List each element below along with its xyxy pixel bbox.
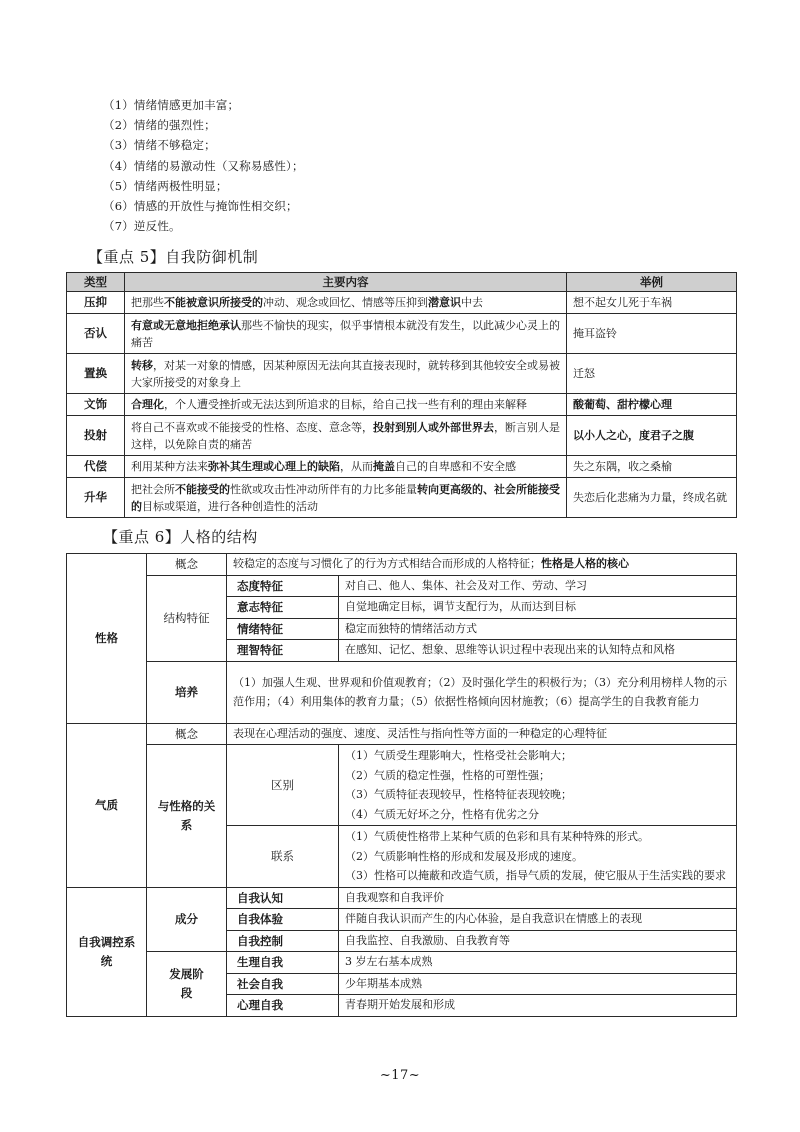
relation-label: 与性格的关系	[147, 745, 227, 888]
list-item: （1）情绪情感更加丰富；	[103, 98, 240, 112]
feature-desc: 在感知、记忆、想象、思维等认识过程中表现出来的认知特点和风格	[339, 640, 737, 662]
temperament-concept: 表现在心理活动的强度、速度、灵活性与指向性等方面的一种稳定的心理特征	[227, 723, 737, 745]
stage-name: 社会自我	[227, 973, 339, 995]
feature-name: 态度特征	[227, 575, 339, 597]
stage-desc: 3 岁左右基本成熟	[339, 952, 737, 974]
table-row	[67, 416, 737, 456]
concept-label: 概念	[147, 723, 227, 745]
row-example: 失之东隅，收之桑榆	[567, 456, 737, 478]
row-content: 将自己不喜欢或不能接受的性格、态度、意念等，投射到别人或外部世界去，断言别人是这样，以免除自责的痛苦	[125, 416, 567, 456]
list-item: （5）情绪两极性明显；	[103, 178, 228, 193]
list-item: （2）气质的稳定性强，性格的可塑性强；	[345, 768, 550, 782]
row-content: 合理化，个人遭受挫折或无法达到所追求的目标，给自己找一些有利的理由来解释	[125, 394, 567, 416]
difference-label: 区别	[227, 745, 339, 826]
cultivate-label: 培养	[147, 661, 227, 723]
row-type: 置换	[67, 354, 125, 394]
table-row	[67, 292, 737, 314]
page-number: ~17~	[379, 1068, 421, 1083]
row-content: 利用某种方法来弥补其生理或心理上的缺陷，从而掩盖自己的自卑感和不安全感	[125, 456, 567, 478]
row-content: 有意或无意地拒绝承认那些不愉快的现实，似乎事情根本就没有发生，以此减少心灵上的痛苦	[125, 314, 567, 354]
list-item: （3）情绪不够稳定；	[103, 138, 216, 153]
personality-structure-table	[66, 553, 737, 1017]
row-example: 以小人之心，度君子之腹	[567, 416, 737, 456]
row-content: 把社会所不能接受的性欲或攻击性冲动所伴有的力比多能量转向更高级的、社会所能接受的目标或渠道，进行各种创造性的活动	[125, 478, 567, 518]
row-example: 迁怒	[567, 354, 737, 394]
component-desc: 自我监控、自我激励、自我教育等	[339, 930, 737, 952]
feature-name: 理智特征	[227, 640, 339, 662]
row-type: 升华	[67, 478, 125, 518]
table-row	[67, 394, 737, 416]
row-example: 掩耳盗铃	[567, 314, 737, 354]
table-row	[67, 354, 737, 394]
row-example: 酸葡萄、甜柠檬心理	[567, 394, 737, 416]
link-label: 联系	[227, 826, 339, 888]
table-row	[67, 745, 737, 826]
stage-desc: 青春期开始发展和形成	[339, 995, 737, 1017]
list-item: （1）气质使性格带上某种气质的色彩和具有某种特殊的形式。	[345, 830, 649, 843]
component-desc: 伴随自我认识而产生的内心体验，是自我意识在情感上的表现	[339, 909, 737, 931]
personality-label: 性格	[67, 554, 147, 724]
table-row	[67, 554, 737, 576]
stage-name: 心理自我	[227, 995, 339, 1017]
component-name: 自我控制	[227, 930, 339, 952]
row-type: 代偿	[67, 456, 125, 478]
row-content: 把那些不能被意识所接受的冲动、观念或回忆、情感等压抑到潜意识中去	[125, 292, 567, 314]
table-header-row	[67, 273, 737, 292]
self-regulation-label: 自我调控系统	[67, 887, 147, 1016]
list-item: （3）气质特征表现较早，性格特征表现较晚；	[345, 788, 572, 801]
component-name: 自我认知	[227, 887, 339, 909]
header-example: 举例	[567, 273, 737, 292]
list-item: （2）气质影响性格的形成和发展及形成的速度。	[345, 849, 583, 863]
table-row	[67, 887, 737, 909]
component-name: 自我体验	[227, 909, 339, 931]
table-row	[67, 661, 737, 723]
stage-name: 生理自我	[227, 952, 339, 974]
list-item: （3）性格可以掩蔽和改造气质，指导气质的发展，使它服从于生活实践的要求	[345, 869, 726, 882]
difference-list	[339, 745, 737, 826]
list-item: （2）情绪的强烈性；	[103, 118, 216, 133]
table-row	[67, 723, 737, 745]
cultivate-text: （1）加强人生观、世界观和价值观教育；（2）及时强化学生的积极行为；（3）充分利用榜样人物的示范作用；（4）利用集体的教育力量；（5）依据性格倾向因材施教；（6）提高学生的自我教育能力	[227, 661, 737, 723]
feature-desc: 稳定而独特的情绪活动方式	[339, 618, 737, 640]
link-list	[339, 826, 737, 888]
stages-label: 发展阶段	[147, 952, 227, 1017]
concept-label: 概念	[147, 554, 227, 576]
feature-name: 情绪特征	[227, 618, 339, 640]
row-type: 投射	[67, 416, 125, 456]
personality-concept: 较稳定的态度与习惯化了的行为方式相结合而形成的人格特征；性格是人格的核心	[227, 554, 737, 576]
section6-heading: 【重点 6】人格的结构	[103, 528, 258, 546]
table-row	[67, 314, 737, 354]
list-item: （7）逆反性。	[103, 219, 181, 234]
list-item: （1）气质受生理影响大，性格受社会影响大；	[345, 749, 572, 762]
list-item: （4）情绪的易激动性（又称易感性）；	[103, 158, 304, 173]
component-desc: 自我观察和自我评价	[339, 887, 737, 909]
list-item: （6）情感的开放性与掩饰性相交织；	[103, 199, 298, 214]
table-row	[67, 952, 737, 974]
stage-desc: 少年期基本成熟	[339, 973, 737, 995]
components-label: 成分	[147, 887, 227, 952]
table-row	[67, 575, 737, 597]
feature-desc: 对自己、他人、集体、社会及对工作、劳动、学习	[339, 575, 737, 597]
list-item: （4）气质无好坏之分，性格有优劣之分	[345, 807, 539, 821]
intro-list	[103, 95, 703, 236]
row-example: 想不起女儿死于车祸	[567, 292, 737, 314]
row-example: 失恋后化悲痛为力量，终成名就	[567, 478, 737, 518]
header-type: 类型	[67, 273, 125, 292]
feature-name: 意志特征	[227, 597, 339, 619]
defense-mechanism-table	[66, 272, 737, 518]
feature-desc: 自觉地确定目标，调节支配行为，从而达到目标	[339, 597, 737, 619]
table-row	[67, 456, 737, 478]
table-row	[67, 478, 737, 518]
section5-heading: 【重点 5】自我防御机制	[88, 248, 259, 266]
row-content: 转移，对某一对象的情感，因某种原因无法向其直接表现时，就转移到其他较安全或易被大家所接受的对象身上	[125, 354, 567, 394]
row-type: 否认	[67, 314, 125, 354]
structure-label: 结构特征	[147, 575, 227, 661]
row-type: 文饰	[67, 394, 125, 416]
row-type: 压抑	[67, 292, 125, 314]
temperament-label: 气质	[67, 723, 147, 887]
header-content: 主要内容	[125, 273, 567, 292]
